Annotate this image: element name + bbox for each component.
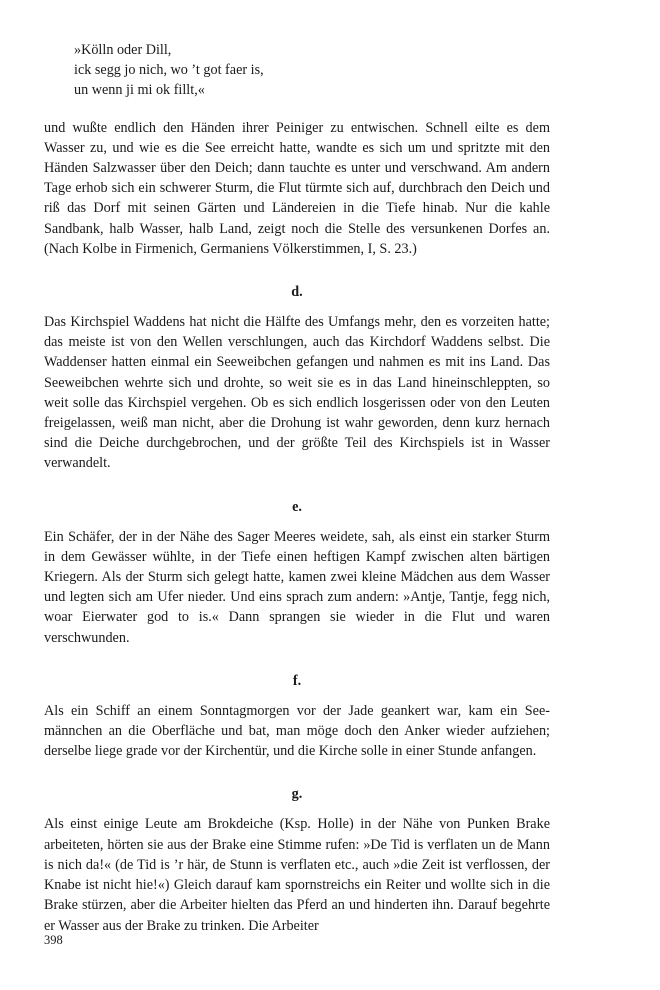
paragraph-f: Als ein Schiff an einem Sonntagmorgen vor der Jade geankert war, kam ein Seemännchen an die Oberfläche und bat, man möge doch den Anker wieder aufziehen; derselbe liege grade vor der Kirchentür, und die Kirche solle in einer Stunde anfangen. [44, 702, 550, 760]
verse-line: ick segg jo nich, wo ’t got faer is, [74, 62, 264, 79]
page-body [44, 40, 550, 936]
paragraph-c-continuation: und wußte endlich den Händen ihrer Peiniger zu entwischen. Schnell eilte es dem Wasser zu, und wie es die See erreicht hatte, wandte es sich um und spritzte mit den Händen Salzwasser über den Deich; dann tauchte es unter und verschwand. Am andern Tage erhob sich ein schwerer Sturm, die Flut türmte sich auf, durchbrach den Deich und riß das Dorf mit seinen Gärten und Ländereien in die Tiefe hinab. Nur die kahle Sandbank, halb Wasser, halb Land, zeigt noch die Stelle des versunkenen Dorfes an. (Nach Kolbe in Firmenich, Germaniens Völkerstimmen, I, S. 23.) [44, 119, 550, 257]
verse-line: un wenn ji mi ok fillt,« [74, 82, 205, 99]
section-heading-g: g. [291, 786, 303, 803]
section-heading-f: f. [292, 672, 302, 689]
verse-line: »Kölln oder Dill, [74, 42, 172, 58]
verse-quote [74, 40, 550, 101]
page-number: 398 [44, 933, 63, 947]
paragraph-e: Ein Schäfer, der in der Nähe des Sager Meeres weidete, sah, als einst ein starker Sturm in dem Gewässer wühlte, in der Tiefe einen heftigen Kampf zwischen alten bärtigen Kriegern. Als der Sturm sich gelegt hatte, kamen zwei kleine Mädchen aus dem Wasser und legten sich am Ufer nieder. Und eins sprach zum andern: »Antje, Tantje, fegg nich, woar Eierwater god to is.« Dann sprangen sie wieder in die Flut und waren verschwunden. [44, 528, 550, 646]
paragraph-g: Als einst einige Leute am Brokdeiche (Ksp. Holle) in der Nähe von Punken Brake arbeiteten, hörten sie aus der Brake eine Stimme rufen: »De Tid is verflaten un de Mann is nich da!« (de Tid is ’r här, de Stunn is verflaten etc., auch »die Zeit ist verflossen, der Knabe ist nicht hie!«) Gleich darauf kam spornstreichs ein Reiter und wollte sich in die Brake stürzen, aber die Arbeiter hielten das Pferd an und hinderten ihn. Darauf begehrte er Wasser aus der Brake zu trinken. Die Arbeiter [44, 816, 550, 934]
paragraph-d: Das Kirchspiel Waddens hat nicht die Hälfte des Umfangs mehr, den es vorzeiten hatte; das meiste ist von den Wellen verschlungen, auch das Kirchdorf Waddens selbst. Die Waddenser hatten einmal ein Seeweibchen gefangen und nahmen es mit ins Land. Das Seeweibchen wehrte sich und drohte, so weit sie es in das Land hineinschleppten, so weit solle das Kirchspiel vergehen. Ob es sich endlich losgerissen oder von den Leuten freigelassen, weiß man nicht, aber die Drohung ist wahr geworden, denn kurz hernach sind die Deiche durchgebrochen, und der größte Teil des Kirchspiels ist in Wasser verwandelt. [44, 314, 550, 472]
section-heading-d: d. [291, 284, 303, 301]
section-heading-e: e. [292, 498, 302, 515]
